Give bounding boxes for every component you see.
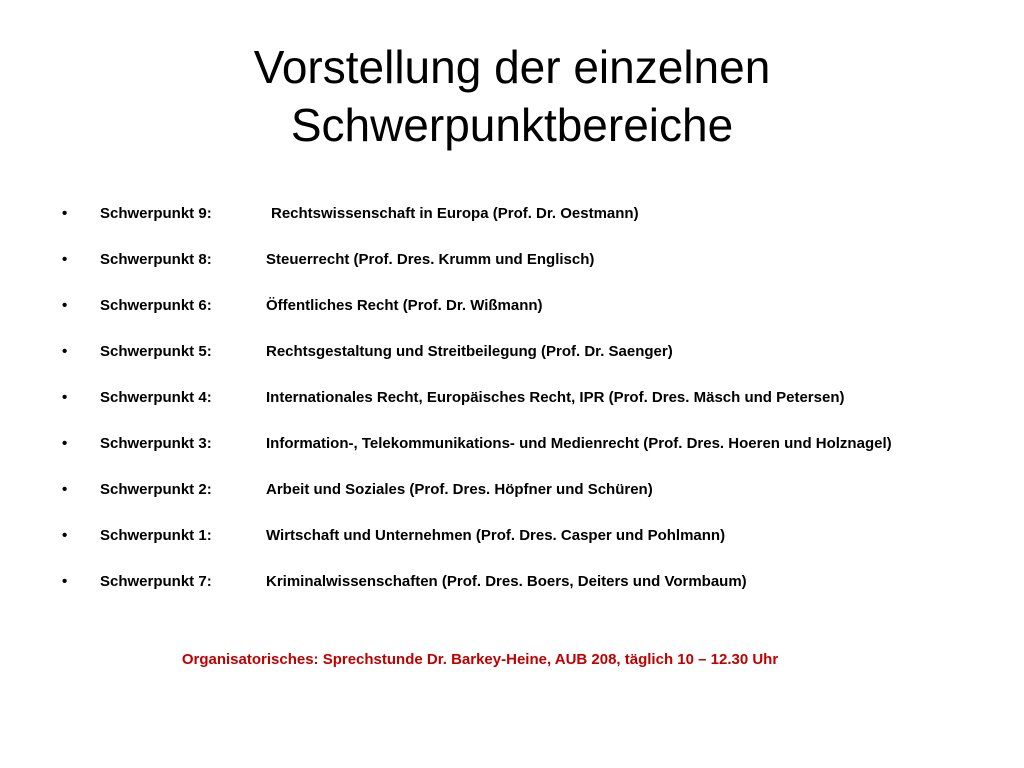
slide-title-line-1: Vorstellung der einzelnen [253,41,771,93]
list-item-label: Schwerpunkt 9: [100,205,212,222]
list-item-description: Kriminalwissenschaften (Prof. Dres. Boers, Deiters und Vormbaum) [266,573,747,590]
list-item-label: Schwerpunkt 5: [100,343,212,360]
slide-title-line-2: Schwerpunktbereiche [290,99,734,151]
bullet-icon: • [62,435,68,452]
bullet-icon: • [62,481,68,498]
list-item [62,476,1002,522]
list-item [62,568,1002,614]
list-item-label: Schwerpunkt 6: [100,297,212,314]
list-item-description: Steuerrecht (Prof. Dres. Krumm und Englisch) [266,251,595,268]
bullet-icon: • [62,343,68,360]
bullet-icon: • [62,389,68,406]
list-item-label: Schwerpunkt 1: [100,527,212,544]
list-item [62,338,1002,384]
list-item [62,430,1002,476]
list-item-label: Schwerpunkt 4: [100,389,212,406]
list-item-description: Information-, Telekommunikations- und Medienrecht (Prof. Dres. Hoeren und Holznagel) [266,435,892,452]
list-item-label: Schwerpunkt 2: [100,481,212,498]
bullet-icon: • [62,251,68,268]
list-item-label: Schwerpunkt 3: [100,435,212,452]
list-item-description: Internationales Recht, Europäisches Recht, IPR (Prof. Dres. Mäsch und Petersen) [266,389,845,406]
list-item [62,200,1002,246]
list-item-description: Arbeit und Soziales (Prof. Dres. Höpfner und Schüren) [266,481,653,498]
bullet-icon: • [62,205,68,222]
list-item-description: Rechtsgestaltung und Streitbeilegung (Prof. Dr. Saenger) [266,343,673,360]
list-item [62,292,1002,338]
list-item-label: Schwerpunkt 7: [100,573,212,590]
list-item [62,384,1002,430]
list-item-description: Öffentliches Recht (Prof. Dr. Wißmann) [266,297,543,314]
list-item [62,522,1002,568]
bullet-icon: • [62,527,68,544]
bullet-icon: • [62,297,68,314]
slide-title [0,38,1024,154]
organisational-note: Organisatorisches: Sprechstunde Dr. Barkey-Heine, AUB 208, täglich 10 – 12.30 Uhr [181,651,779,668]
list-item [62,246,1002,292]
schwerpunkt-list [62,200,1002,614]
list-item-description: Rechtswissenschaft in Europa (Prof. Dr. Oestmann) [271,205,639,222]
list-item-label: Schwerpunkt 8: [100,251,212,268]
list-item-description: Wirtschaft und Unternehmen (Prof. Dres. Casper und Pohlmann) [266,527,726,544]
bullet-icon: • [62,573,68,590]
